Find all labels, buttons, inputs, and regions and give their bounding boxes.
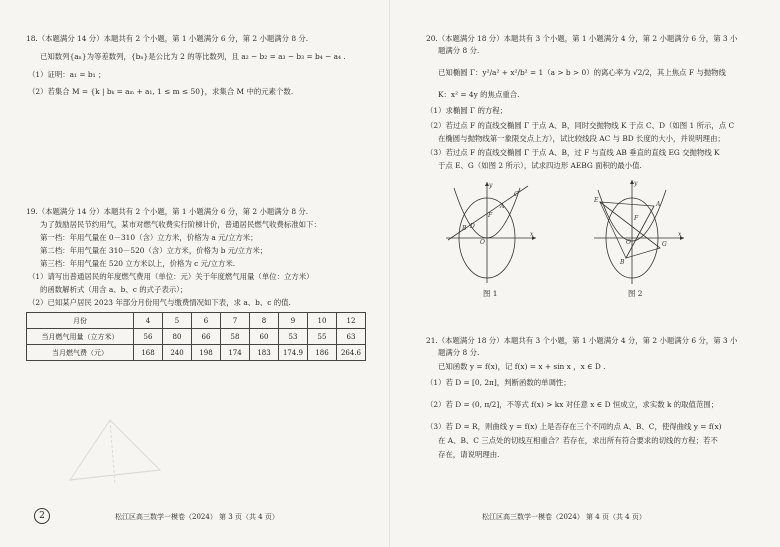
footer-right: 松江区高三数学一模卷（2024） 第 4 页（共 4 页） [482,513,646,521]
svg-text:O: O [626,239,631,246]
row-label: 当月燃气费（元） [27,345,134,361]
svg-text:E: E [594,197,599,204]
month-cell: 12 [337,313,366,329]
q21-header-cont: 题满分 8 分. [438,348,480,357]
q21-part3: （3）若 D = R，则曲线 y = f(x) 上是否存在三个不同的点 A、B、C，使得曲线 y = f(x) [426,422,722,431]
q20-part2-cont: 在椭圆与抛物线第一象限交点上方），试比较线段 AC 与 BD 长度的大小，并说明理由； [438,134,725,143]
q20-part3: （3）若过点 F 的直线交椭圆 Γ 于点 A、B，过 F 与直线 AB 垂直的直线 EG 交抛物线 K [426,148,720,157]
q21-part3-cont: 在 A、B、C 三点处的切线互相重合？若存在，求出所有符合要求的切线的方程；若不 [438,436,718,445]
q20-header: 20.（本题满分 18 分）本题共有 3 个小题，第 1 小题满分 4 分，第 2 小题满分 6 分，第 3 小 [426,34,738,43]
q20-header-cont: 题满分 8 分. [438,46,480,55]
svg-text:C: C [514,191,519,198]
usage-cell: 58 [221,329,250,345]
fee-cell: 264.6 [337,345,366,361]
svg-text:O: O [480,239,485,246]
table-row [27,329,366,345]
gas-fee-table [26,312,366,361]
figure-1-caption: 图 1 [483,289,498,298]
usage-cell: 53 [279,329,308,345]
svg-text:F: F [634,215,639,222]
row-label: 当月燃气用量（立方米） [27,329,134,345]
q21-part1: （1）若 D = [0, 2π]，判断函数的单调性； [426,378,571,387]
svg-text:F: F [488,212,493,219]
usage-cell: 60 [250,329,279,345]
q18-given: 已知数列{aₙ}为等差数列，{bₙ}是公比为 2 的等比数列，且 a₂ − b₂ = a₃ − b₃ = b₄ − a₄ . [40,52,346,61]
q19-tier2: 第二档：年用气量在 310－520（含）立方米，价格为 b 元/立方米； [40,246,268,255]
q20-part2: （2）若过点 F 的直线交椭圆 Γ 于点 A、B，同时交抛物线 K 于点 C、D（如图 1 所示，点 C [426,121,735,130]
figure-2 [590,176,690,288]
month-cell: 6 [192,313,221,329]
fee-cell: 183 [250,345,279,361]
fee-cell: 198 [192,345,221,361]
svg-text:y: y [489,182,493,189]
table-row [27,345,366,361]
usage-cell: 55 [308,329,337,345]
svg-text:x: x [530,231,534,238]
footer-left: 松江区高三数学一模卷（2024） 第 3 页（共 4 页） [115,513,279,521]
bleed-through-sketch [50,400,170,490]
q19-header: 19.（本题满分 14 分）本题共有 2 个小题，第 1 小题满分 6 分，第 2 小题满分 8 分. [26,207,309,216]
q21-given: 已知函数 y = f(x)，记 f(x) = x + sin x ，x ∈ D . [438,362,606,371]
q19-part2: （2）已知某户居民 2023 年部分月份用气与缴费情况如下表，求 a、b、c 的值. [28,298,291,307]
q18-part1: （1）证明：a₁ = b₁ ； [28,70,106,79]
month-cell: 9 [279,313,308,329]
q20-part3-cont: 于点 E、G（如图 2 所示），试求四边形 AEBG 面积的最小值. [438,161,642,170]
svg-text:D: D [470,223,475,230]
q20-given-cont: K：x² = 4y 的焦点重合. [438,90,520,99]
q18-header: 18.（本题满分 14 分）本题共有 2 个小题，第 1 小题满分 6 分，第 2 小题满分 8 分. [26,34,309,43]
fee-cell: 186 [308,345,337,361]
table-header-row [27,313,366,329]
svg-text:A: A [500,203,505,210]
q19-part1-cont: 的函数解析式（用含 a、b、c 的式子表示）； [40,285,188,294]
q21-header: 21.（本题满分 18 分）本题共有 3 个小题，第 1 小题满分 4 分，第 2 小题满分 6 分，第 3 小 [426,336,738,345]
fee-cell: 174 [221,345,250,361]
fee-cell: 168 [134,345,163,361]
month-cell: 7 [221,313,250,329]
q19-intro: 为了鼓励居民节约用气，某市对燃气收费实行阶梯计价，普通居民燃气收费标准如下： [40,220,321,229]
q18-part2: （2）若集合 M = {k | bₖ = aₘ + a₁, 1 ≤ m ≤ 50}，求集合 M 中的元素个数. [28,87,294,96]
month-cell: 4 [134,313,163,329]
q19-tier3: 第三档：年用气量在 520 立方米以上，价格为 c 元/立方米. [40,259,236,268]
q21-part2: （2）若 D = (0, π/2]，不等式 f(x) > kx 对任意 x ∈ D 恒成立，求实数 k 的取值范围； [426,400,719,409]
svg-text:B: B [462,225,467,232]
usage-cell: 63 [337,329,366,345]
q19-tier1: 第一档：年用气量在 0－310（含）立方米，价格为 a 元/立方米； [40,233,258,242]
usage-cell: 56 [134,329,163,345]
fee-cell: 174.9 [279,345,308,361]
q19-part1: （1）请写出普通居民的年度燃气费用（单位：元）关于年度燃气用量（单位：立方米） [28,272,314,281]
figure-1 [442,178,542,288]
month-cell: 8 [250,313,279,329]
svg-text:x: x [678,231,682,238]
q21-part3-cont2: 存在，请说明理由. [438,450,500,459]
table-header-label: 月份 [27,313,134,329]
month-cell: 5 [163,313,192,329]
usage-cell: 80 [163,329,192,345]
svg-text:B: B [620,259,625,266]
usage-cell: 66 [192,329,221,345]
fee-cell: 240 [163,345,192,361]
page-circle-number: 2 [34,508,50,524]
q20-given: 已知椭圆 Γ：y²/a² + x²/b² = 1（a > b > 0）的离心率为 √2/2，其上焦点 F 与抛物线 [438,68,726,77]
svg-text:y: y [634,180,638,187]
svg-text:A: A [656,201,661,208]
svg-text:G: G [662,241,667,248]
page-4 [390,0,780,547]
month-cell: 10 [308,313,337,329]
figure-2-caption: 图 2 [628,289,643,298]
q20-part1: （1）求椭圆 Γ 的方程； [426,106,508,115]
